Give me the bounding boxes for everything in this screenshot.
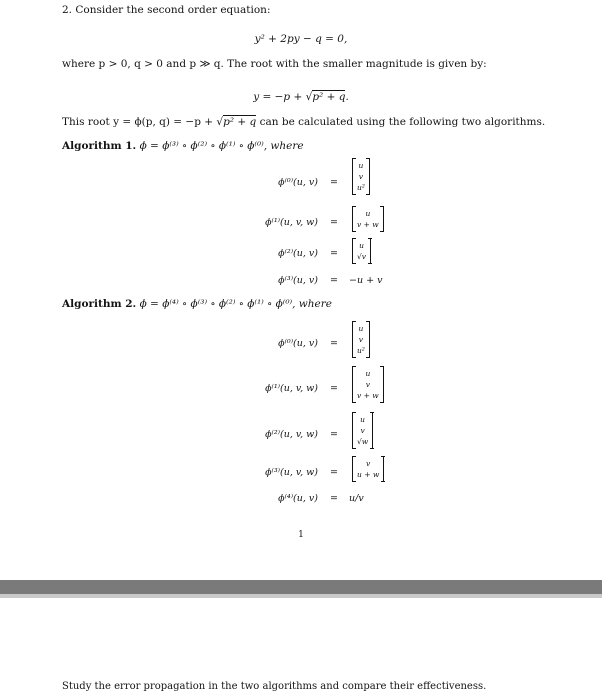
quadratic-equation: y² + 2py − q = 0,	[254, 33, 348, 45]
alg2-step3-lhs: ϕ⁽³⁾(u, v, w)	[265, 467, 318, 478]
alg1-step0-lhs: ϕ⁽⁰⁾(u, v)	[278, 177, 318, 188]
alg1-step1-vector	[352, 206, 384, 232]
vector-entry: v	[358, 335, 364, 344]
algorithm1-header	[62, 140, 304, 153]
vector-entry: u²	[357, 183, 365, 192]
vector-entry: u	[360, 415, 366, 424]
alg1-step2-eq: =	[330, 248, 338, 259]
question-text: Study the error propagation in the two algorithms and compare their effectiveness.	[62, 681, 487, 692]
alg1-step1-lhs: ϕ⁽¹⁾(u, v, w)	[265, 217, 318, 228]
problem-intro	[62, 4, 270, 17]
root-fn-radicand: p² + q	[223, 116, 257, 128]
algorithm2-label: Algorithm 2.	[62, 298, 137, 310]
root-fn-after: can be calculated using the following two algorithms.	[259, 116, 546, 128]
alg1-step2-vector	[352, 238, 371, 264]
problem-intro-text: Consider the second order equation:	[75, 4, 271, 16]
vector-entry: u	[358, 161, 364, 170]
vector-entry: v	[358, 172, 364, 181]
root-radicand: p² + q	[312, 91, 346, 103]
vector-entry: v	[365, 380, 370, 389]
root-formula: y = −p + √p² + q.	[253, 91, 349, 103]
algorithm2-composition: ϕ = ϕ⁽⁴⁾ ∘ ϕ⁽³⁾ ∘ ϕ⁽²⁾ ∘ ϕ⁽¹⁾ ∘ ϕ⁽⁰⁾, where	[139, 298, 332, 310]
vector-entry: u	[365, 369, 371, 378]
alg2-step3-eq: =	[330, 467, 338, 478]
alg1-step3-eq: =	[330, 275, 338, 286]
alg2-step2-eq: =	[330, 429, 338, 440]
alg2-step2-vector	[352, 412, 373, 449]
root-end: .	[345, 91, 349, 103]
conditions-text: where p > 0, q > 0 and p ≫ q. The root with the smaller magnitude is given by:	[62, 58, 487, 70]
alg2-step2-lhs: ϕ⁽²⁾(u, v, w)	[265, 429, 318, 440]
alg2-step0-eq: =	[330, 338, 338, 349]
alg1-step0-vector	[352, 158, 370, 195]
algorithm1-label: Algorithm 1.	[62, 140, 137, 152]
root-function-text: This root y = ϕ(p, q) = −p + √p² + q can be calculated using the following two algorithms.	[62, 116, 546, 128]
alg2-step1-vector	[352, 366, 384, 403]
alg1-step0-eq: =	[330, 177, 338, 188]
vector-entry: v + w	[357, 391, 379, 400]
alg2-step0-vector	[352, 321, 370, 358]
vector-entry: √v	[357, 252, 367, 261]
alg2-step0-lhs: ϕ⁽⁰⁾(u, v)	[278, 338, 318, 349]
alg2-step1-eq: =	[330, 383, 338, 394]
alg2-step4-lhs: ϕ⁽⁴⁾(u, v)	[278, 493, 318, 504]
problem-number: 2.	[62, 4, 73, 16]
alg2-step4-eq: =	[330, 493, 338, 504]
algorithm1-composition: ϕ = ϕ⁽³⁾ ∘ ϕ⁽²⁾ ∘ ϕ⁽¹⁾ ∘ ϕ⁽⁰⁾, where	[139, 140, 304, 152]
vector-entry: u	[359, 241, 364, 250]
vector-entry: v + w	[357, 220, 379, 229]
algorithm2-header	[62, 298, 332, 311]
vector-entry: √w	[357, 437, 369, 446]
vector-entry: u + w	[357, 470, 380, 479]
root-lhs: y = −p +	[253, 91, 303, 103]
alg1-step3-value: −u + v	[349, 275, 383, 286]
alg1-step1-eq: =	[330, 217, 338, 228]
alg1-step3-lhs: ϕ⁽³⁾(u, v)	[278, 275, 318, 286]
page-separator-shadow	[0, 594, 602, 598]
vector-entry: v	[360, 426, 365, 435]
vector-entry: v	[366, 459, 371, 468]
alg1-step2-lhs: ϕ⁽²⁾(u, v)	[278, 248, 318, 259]
vector-entry: u²	[357, 346, 365, 355]
alg2-step1-lhs: ϕ⁽¹⁾(u, v, w)	[265, 383, 318, 394]
vector-entry: u	[358, 324, 364, 333]
vector-entry: u	[365, 209, 371, 218]
alg2-step3-vector	[352, 456, 384, 482]
alg2-step4-value: u/v	[349, 493, 364, 504]
page-separator-bar	[0, 580, 602, 594]
root-fn-before: This root y = ϕ(p, q) = −p +	[62, 116, 214, 128]
page-number: 1	[298, 530, 304, 540]
